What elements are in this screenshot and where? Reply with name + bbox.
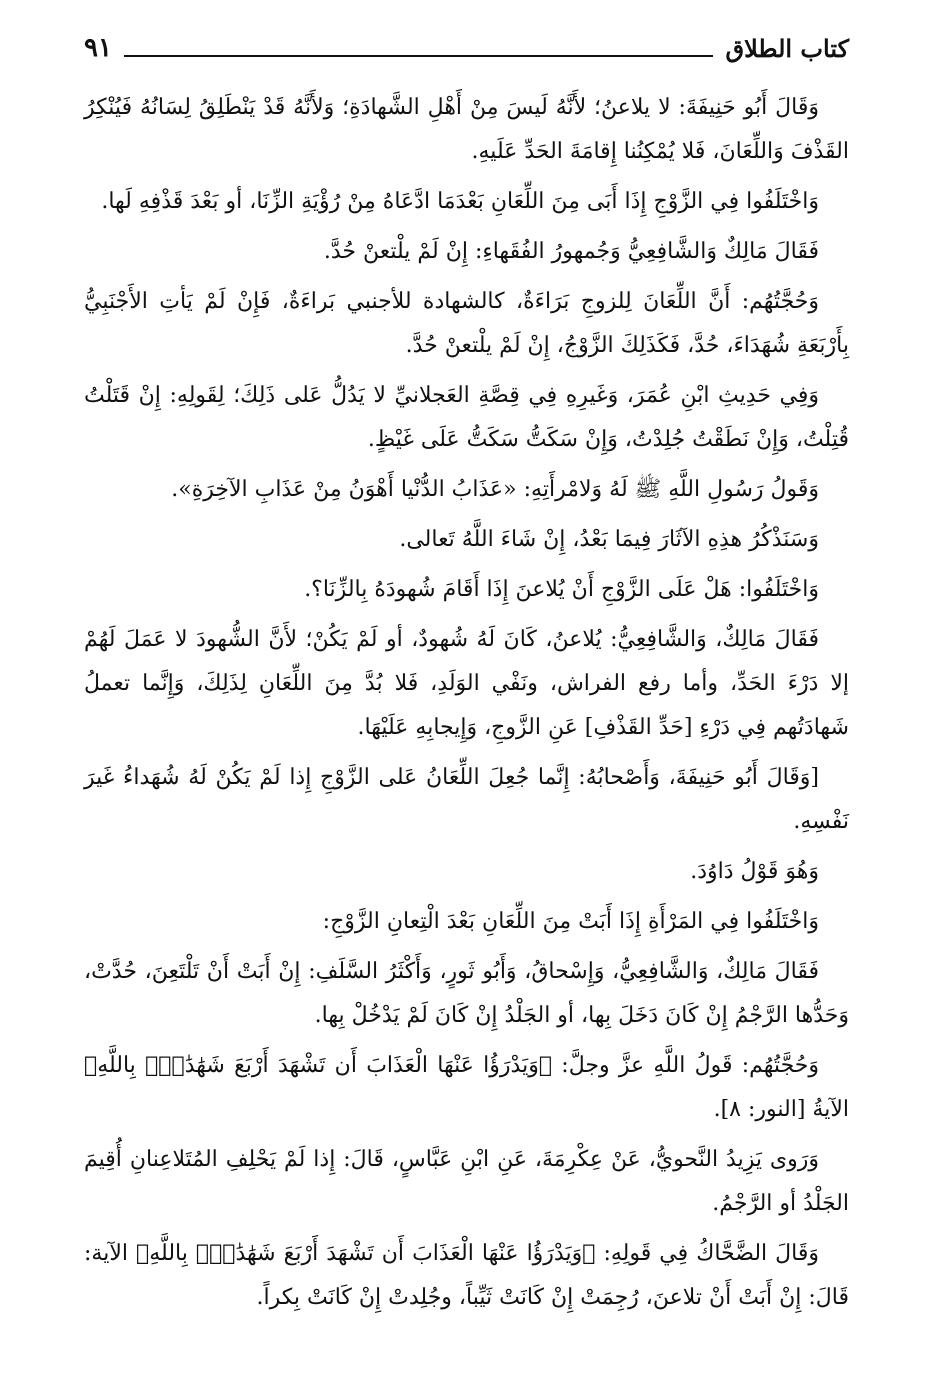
paragraph: وَاخْتَلَفُوا فِي الزَّوْجِ إِذَا أَبَى مِنَ اللِّعَانِ بَعْدَمَا ادَّعَاهُ مِنْ رُؤْيَةِ الزِّنَا، أو بَعْدَ قَذْفِهِ لَها. (101, 189, 819, 214)
paragraph: وَسَنَذْكُرُ هذِهِ الآثَارَ فِيمَا بَعْدُ، إِنْ شَاءَ اللَّهُ تَعالى. (399, 527, 819, 552)
paragraph: وَقَالَ الضَّحَّاكُ فِي قَولِهِ: ﴿وَيَدْرَؤُا عَنْهَا الْعَذَابَ أَن تَشْهَدَ أَرْبَعَ شَهَٰدَٰتٍۭ بِاللَّهِ﴾ الآية: قَالَ: إِنْ أَبَتْ أَنْ تلاعنَ، رُجِمَتْ إِنْ كَانَتْ ثَيِّباً، وجُلِدتْ إِنْ كَانَتْ بِكراً. (84, 1241, 849, 1310)
paragraph: وَقَولُ رَسُولِ اللَّهِ ﷺ لَهُ وَلامْرأَتِهِ: «عَذَابُ الدُّنْيا أَهْوَنُ مِنْ عَذَابِ الآخِرَةِ». (171, 477, 819, 502)
paragraph: فَقَالَ مَالِكٌ، وَالشَّافِعِيُّ: يُلاعنُ، كَانَ لَهُ شُهودٌ، أو لَمْ يَكُنْ؛ لأَنَّ الشُّهودَ لا عَمَلَ لَهُمْ إلا دَرْءَ الحَدِّ، وأما رفع الفراش، ونَفْي الوَلَدِ، فَلا بُدَّ مِنَ اللِّعَانِ لِذَلِكَ، وَإِنَّما تعملُ شَهادَتُهم فِي دَرْءِ [حَدِّ القَذْفِ] عَنِ الزَّوجِ، وَإِيجابِهِ عَلَيْهَا. (84, 627, 849, 740)
paragraph: فَقَالَ مَالِكٌ، وَالشَّافِعِيُّ، وَإِسْحاقُ، وَأَبُو ثَورٍ، وَأَكْثَرُ السَّلَفِ: إِنْ أَبَتْ أَنْ تَلْتَعِنَ، حُدَّتْ، وَحَدُّها الرَّجْمُ إِنْ كَانَ دَخَلَ بِها، أو الجَلْدُ إِنْ كَانَ لَمْ يَدْخُلْ بِها. (84, 959, 849, 1028)
paragraph: وَحُجَّتُهُم: قَولُ اللَّهِ عزَّ وجلَّ: ﴿وَيَدْرَؤُا عَنْهَا الْعَذَابَ أَن تَشْهَدَ أَرْبَعَ شَهَٰدَٰتٍۭ بِاللَّهِ﴾ الآيةُ [النور: ٨]. (84, 1053, 849, 1122)
book-title: كتاب الطلاق (725, 33, 849, 63)
page-header (84, 28, 849, 68)
header-rule (124, 55, 714, 57)
paragraph: فَقَالَ مَالِكٌ وَالشَّافِعِيُّ وَجُمهورُ الفُقَهاءِ: إِنْ لَمْ يلْتعنْ حُدَّ. (323, 239, 819, 264)
paragraph: وَهُوَ قَوْلُ دَاوُدَ. (690, 859, 819, 884)
paragraph: وَاخْتَلَفُوا: هَلْ عَلَى الزَّوْجِ أَنْ يُلاعنَ إِذَا أَقَامَ شُهودَهُ بِالزِّنَا؟. (304, 577, 819, 602)
paragraph: وَفِي حَدِيثِ ابْنِ عُمَرَ، وَغَيرِهِ فِي قِصَّةِ العَجلانيِّ لا يَدُلُّ عَلى ذَلِكَ؛ لِقَولِهِ: إِنْ قَتَلْتُ قُتِلْتُ، وَإِنْ نَطَقْتُ جُلِدْتُ، وَإِنْ سَكَتُّ سَكَتُّ عَلَى غَيْظٍ. (84, 383, 849, 452)
paragraph: وَاخْتَلَفُوا فِي المَرْأَةِ إِذَا أَبَتْ مِنَ اللِّعَانِ بَعْدَ الْتِعانِ الزَّوْجِ: (322, 909, 819, 934)
paragraph: وَقَالَ أَبُو حَنِيفَةَ: لا يلاعنُ؛ لأَنَّهُ لَيسَ مِنْ أَهْلِ الشَّهادَةِ؛ وَلأَنَّهُ قَدْ يَنْطَلِقُ لِسَانُهُ فَيُنْكِرُ القَذْفَ وَاللِّعَانَ، فَلا يُمْكِنُنا إِقامَةَ الحَدِّ عَلَيهِ. (84, 95, 849, 164)
paragraph: وَحُجَّتُهُم: أَنَّ اللِّعَانَ لِلزوجِ بَرَاءَةٌ، كالشهادة للأجنبي بَراءَةٌ، فَإِنْ لَمْ يَأتِ الأَجْنَبِيُّ بِأَرْبَعَةِ شُهَدَاءَ، حُدَّ، فَكَذَلِكَ الزَّوْجُ، إِنْ لَمْ يلْتعنْ حُدَّ. (84, 289, 849, 358)
paragraph: وَرَوى يَزِيدُ النَّحويُّ، عَنْ عِكْرِمَةَ، عَنِ ابْنِ عَبَّاسٍ، قَالَ: إِذا لَمْ يَحْلِفِ المُتَلاعِنانِ أُقِيمَ الجَلْدُ أو الرَّجْمُ. (84, 1147, 849, 1216)
page-body (84, 86, 849, 1326)
page-number: ٩١ (84, 33, 112, 63)
paragraph: [وَقَالَ أَبُو حَنِيفَةَ، وَأَصْحابُهُ: إِنَّما جُعِلَ اللِّعَانُ عَلى الزَّوْجِ إِذا لَمْ يَكُنْ لَهُ شُهَداءُ غَيرَ نَفْسِهِ. (84, 765, 849, 834)
